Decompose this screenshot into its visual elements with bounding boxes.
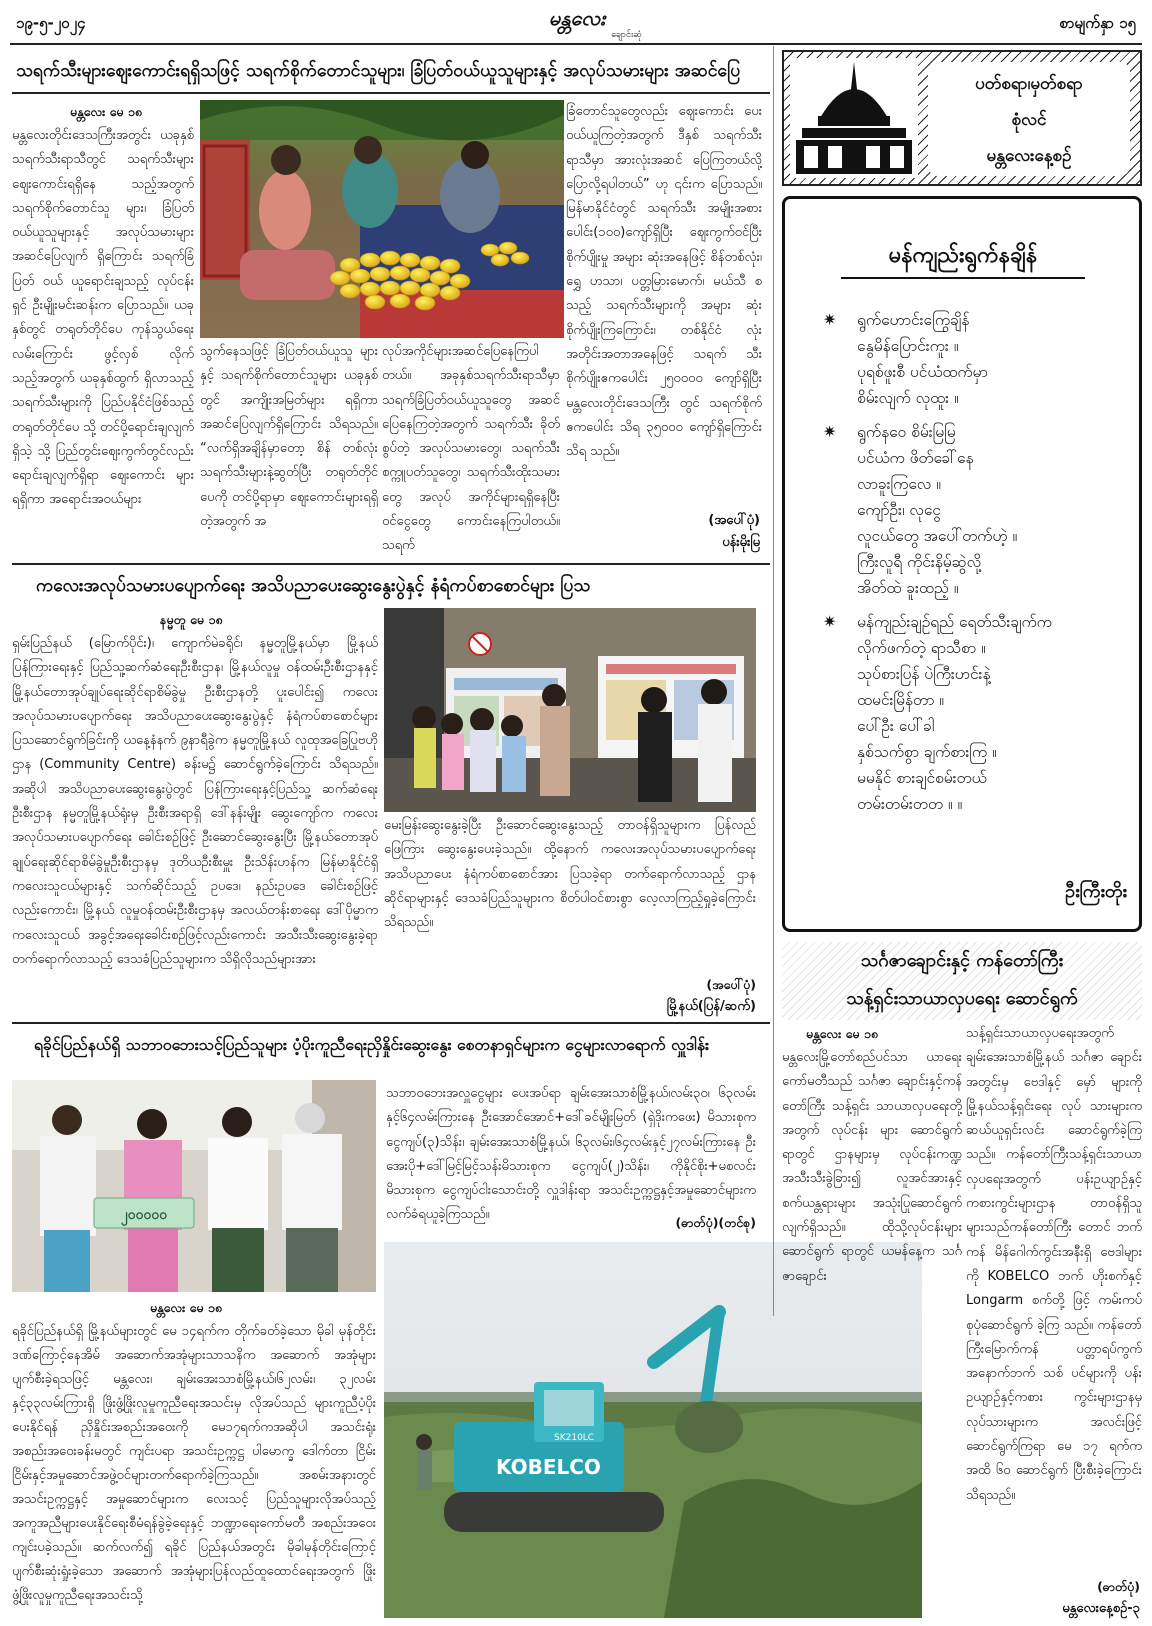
article4-dateline: မန္တလေး မေ ၁၈ xyxy=(806,1026,879,1041)
poem-author: ဦးကြီးတိုး xyxy=(1065,881,1127,902)
excavator-model: SK210LC xyxy=(554,1433,595,1443)
masthead-subtitle: ချောင်းဆုံ xyxy=(611,30,642,40)
promo-text-panel xyxy=(928,62,1130,176)
asterisk-icon: ✷ xyxy=(823,612,837,631)
article3-dateline: မန္တလေး မေ ၁၈ xyxy=(150,1300,223,1315)
poem-line-text: ပင်ယံက ဖိတ်ခေါ်နေ xyxy=(857,449,974,467)
poem-line-text: ရွက်နဝေ စိမ်းမြမြ xyxy=(857,423,956,441)
excavator-brand: KOBELCO xyxy=(496,1455,601,1479)
poem-line xyxy=(857,333,1137,359)
promo-box xyxy=(782,50,1142,186)
article3-headline: ရခိုင်ပြည်နယ်ရှိ သဘာဝဘေးသင့်ပြည်သူများ ပံ့ပိုးကူညီရေးညှိနှိုင်းဆွေးနွေး စေတနာရှင်များက ငွေများလာရောက် လှူဒါန်း xyxy=(34,1035,710,1054)
poem-line xyxy=(823,419,1137,445)
article1-col2: သွက်နေသဖြင့် ခြံပြတ်ဝယ်ယူသူ များနှင့် သရက်စိုက်တောင်သူများ ယခုနှစ်တွင် အကျိုးအမြတ်များ ရရှိကာ အဆင်ပြေလျက်ရှိကြောင်း သိရသည်။ “လက်ရှိအချိန်မှာတော့ စိန် တစ်လုံးသရက်သီးများနဲ့ဆွတ်ပြီး တရုတ်တိုင်ပေကို တင်ပို့ရာမှာ ဈေးကောင်းများရရှိတဲ့အတွက် အ xyxy=(200,344,378,530)
article1-byline: ပန်းမိုးမြ xyxy=(722,535,760,550)
article4-col1: မန္တလေးမြို့တော်စည်ပင်သာ ယာရေးကော်မတီသည် သင်္ဂဇာ ချောင်းနှင့်ကန်တော်ကြီး သန့်ရှင်း သာယာလှပရေးတို့အတွက် လုပ်ငန်း များ ဆောင်ရွက်ရာတွင် ဌာနများမှ လုပ်ငန်းကဏ္ဍအသီးသီးခွဲခြား၍ လူအင်အားနှင့် စက်ယန္တရားများ အသုံးပြုဆောင်ရွက်လျက်ရှိသည်။ ထိုသို့လုပ်ငန်းများ ဆောင်ရွက် ရာတွင် ယမန်နေ့က သင်္ဂဇာချောင်း xyxy=(782,1050,962,1284)
poem-line xyxy=(823,609,1137,635)
donation-photo-svg xyxy=(12,1080,376,1292)
promo-line2: စုံလင် xyxy=(1011,110,1047,130)
poem-line xyxy=(857,385,1137,411)
right-column-divider xyxy=(773,46,774,1316)
poem-line xyxy=(857,635,1137,661)
article2-body: ရှမ်းပြည်နယ် (မြောက်ပိုင်း)၊ ကျောက်မဲခရိုင်၊ နမ္မတူမြို့နယ်မှာ မြို့နယ်ပြန်ကြားရေးနှင့် ပြည်သူ့ဆက်ဆံရေးဦးစီးဌာန၊ မြို့နယ်လူမှု ဝန်ထမ်းဦးစီးဌာနနှင့် မြို့နယ်တောအုပ်ချုပ်ရေးဆိုင်ရာစိမ်ခွဲမှု ဦးစီးဌာနတို့ ပူးပေါင်း၍ ကလေးအလုပ်သမားပပျောက်ရေး အသိပညာပေးဆွေးနွေးပွဲနှင့် နံရံကပ်စာစောင်များ ပြသဆောင်ရွက်ခြင်းကို ယနေ့နံနက် ၉နာရီခွဲက နမ္မတူမြို့နယ် လူထုအခြေပြုဗဟိုဌာန (Community Centre) ခန်းမ၌ ဆောင်ရွက်ခဲ့ကြောင်း သိရသည်။ အဆိုပါ အသိပညာပေးဆွေးနွေးပွဲတွင် ပြန်ကြားရေးနှင့်ပြည်သူ့ ဆက်ဆံရေးဦးစီးဌာန နမ္မတူမြို့နယ်ရုံးမှ ဦးစီးအရာရှိ ဒေါ်နန်းမျိုး ဆွေးကျော်က ကလေးအလုပ်သမားပပျောက်ရေး ခေါင်းစဉ်ဖြင့် ဦးဆောင်ဆွေးနွေးပြီး မြို့နယ်တောအုပ်ချုပ်ရေးဆိုင်ရာစိမ်ခွဲမှုဦးစီးဌာနမှ ဒုတိယဦးစီးမှူး ဦးသိန်းဟန်က မြန်မာနိုင်ငံရှိ ကလေးသူငယ်များနှင့် သက်ဆိုင်သည့် ဥပဒေ၊ နည်းဥပဒေ ခေါင်းစဉ်ဖြင့်လည်းကောင်း၊ မြို့နယ် လူမှုဝန်ထမ်းဦးစီးဌာနမှ အလယ်တန်းစာရေး ဒေါ်ပိုမ္မာက ကလေးသူငယ် အခွင့်အရေးခေါင်းစဉ်ဖြင့်လည်းကောင်း အသီးသီးဆွေးနွေးခဲ့ရာ တက်ရောက်လာသည့် ဒေသခံပြည်သူများက သိရှိလိုသည်များအား xyxy=(12,636,378,967)
cheque-amount: ၂၀၀၀၀၀ xyxy=(120,1207,168,1223)
article2-bottom-rule xyxy=(12,1022,770,1024)
poem-line xyxy=(857,791,1137,817)
asterisk-icon: ✷ xyxy=(823,310,837,329)
poem-line-text: သုပ်စားပြန် ပဲကြီးဟင်းနဲ့ xyxy=(857,665,991,683)
poem-line xyxy=(857,661,1137,687)
mango-photo-svg xyxy=(200,100,564,338)
poem-line-text: တမ်းတမ်းတတ ။ ။ xyxy=(857,795,963,813)
poem-line-text: နွေမိန်ပြောင်းကူး ။ xyxy=(857,337,959,355)
pagoda-icon xyxy=(790,58,918,178)
page-number: စာမျက်နှာ ၁၅ xyxy=(1059,14,1136,32)
poem-line-text: နှစ်သက်စွာ ချက်စားကြ ။ xyxy=(857,743,997,761)
poem-line xyxy=(857,497,1137,523)
poem-line-text: စိမ်းလျက် လုထူး ။ xyxy=(857,389,959,407)
article1-col3: လုပ်အကိုင်များအဆင်ပြေနေကြပါ တယ်။ အခုနှစ်သရက်သီးရာသီမှာ သရက်ခြံပြတ်ဝယ်ယူသူတွေ အဆင် ပြေနေကြတဲ့အတွက် သရက်သီး ခိုတ်စွပ်တဲ့ အလုပ်သမားတွေ၊ သရက်သီး စက္ကူပတ်သူတွေ၊ သရက်သီးထိုးသမားတွေ အလုပ် အကိုင်များရရှိနေပြီး ဝင်ငွေတွေ ကောင်းနေကြပါတယ်။ သရက် xyxy=(382,344,560,554)
poem-line-text: လူငယ်တွေ အပေါ်တက်ဟဲ့ ။ xyxy=(857,527,1018,545)
article1-headline: သရက်သီးများဈေးကောင်းရရှိသဖြင့် သရက်စိုက်တောင်သူများ၊ ခြံပြတ်ဝယ်ယူသူများနှင့် အလုပ်သမားများ အဆင်ပြေ xyxy=(16,61,741,81)
excavator-photo xyxy=(384,1242,922,1618)
asterisk-icon: ✷ xyxy=(823,422,837,441)
poem-line xyxy=(857,549,1137,575)
article1-headline-rule xyxy=(12,92,770,94)
article1-col4: ခြံတောင်သူတွေလည်း ဈေးကောင်း ပေးဝယ်ယူကြတဲ့အတွက် ဒီနှစ် သရက်သီးရာသီမှာ အားလုံးအဆင် ပြေကြတယ်လို့ ပြောလို့ရပါတယ်” ဟု ၎င်းက ပြောသည်။ မြန်မာနိုင်ငံတွင် သရက်သီး အမျိုးအစားပေါင်း(၁၀၀)ကျော်ရှိပြီး ဈေးကွက်ဝင်ပြီး စိုက်ပျိုးမှု အများ ဆုံးအနေဖြင့် စိန်တစ်လုံး၊ ရွှေ ဟသာ၊ ပတ္တမြားမောက်၊ မယ်သီ စသည့် သရက်သီးများကို အများ ဆုံးစိုက်ပျိုးကြကြောင်း၊ တစ်နိုင်ငံ လုံးအတိုင်းအတာအနေဖြင့် သရက် သီး စိုက်ပျိုးဧကပေါင်း ၂၅၀၀၀၀ ကျော်ရှိပြီး မန္တလေးတိုင်းဒေသကြီး တွင် သရက်စိုက် ဧကပေါင်း သိရ ၃၅၀၀၀ ကျော်ရှိကြောင်း သိရ သည်။ xyxy=(566,104,762,460)
article4-headline-line2: သန့်ရှင်းသာယာလှပရေး ဆောင်ရွက် xyxy=(846,988,1078,1009)
poem-line xyxy=(823,307,1137,333)
poem-line xyxy=(857,359,1137,385)
article4-byline: မန္တလေးနေ့စဉ်-၃ xyxy=(1062,1601,1140,1616)
excavator-photo-svg xyxy=(384,1242,922,1618)
masthead-title: မန္တလေး xyxy=(548,6,606,30)
article3-credit: (ဓာတ်ပုံ)(တင်စု) xyxy=(675,1215,756,1230)
article2-credit: (အပေါ်ပုံ) xyxy=(706,977,756,992)
masthead xyxy=(512,6,642,40)
donation-photo xyxy=(12,1080,376,1292)
issue-date: ၁၉-၅-၂၀၂၄ xyxy=(16,14,86,32)
article2-headline: ကလေးအလုပ်သမားပပျောက်ရေး အသိပညာပေးဆွေးနွေးပွဲနှင့် နံရံကပ်စာစောင်များ ပြသ xyxy=(36,576,591,596)
poem-line xyxy=(857,523,1137,549)
poem-line xyxy=(857,739,1137,765)
poem-line-text: လာခူးကြလေ ။ xyxy=(857,475,941,493)
article2-body2: မေးမြန်းဆွေးနွေးခဲ့ပြီး ဦးဆောင်ဆွေးနွေးသည့် တာဝန်ရှိသူများက ပြန်လည်ဖြေကြား ဆွေးနွေးပေးခဲ့သည်။ ထို့နောက် ကလေးအလုပ်သမားပပျောက်ရေး အသိပညာပေး နံရံကပ်စာစောင်အား ပြသခဲ့ရာ တက်ရောက်လာသည့် ဌာနဆိုင်ရာများနှင့် ဒေသခံပြည်သူများက စိတ်ပါဝင်စားစွာ လေ့လာကြည့်ရှုခဲ့ကြောင်း သိရသည်။ xyxy=(384,818,756,931)
poem-line xyxy=(857,445,1137,471)
article4-headline-box xyxy=(782,942,1142,1020)
article1-credit: (အပေါ်ပုံ) xyxy=(708,513,760,528)
wall-newspaper-photo xyxy=(384,608,756,812)
poem-line-text: ရွက်ဟောင်းကြွေချိန် xyxy=(857,311,970,329)
poem-line-text: မန်ကျည်းချဉ်ရည် ရေတ်သီးချက်က xyxy=(857,613,1052,631)
article1-col1: မန္တလေးတိုင်းဒေသကြီးအတွင်း ယခုနှစ် သရက်သီးရာသီတွင် သရက်သီးများဈေးကောင်းရရှိနေ သည့်အတွက် သရက်စိုက်တောင်သူ များ၊ ခြံပြတ်ဝယ်ယူသူများနှင့် အလုပ်သမားများ အဆင်ပြေလျက် ရှိကြောင်း သရက်ခြံပြတ် ဝယ် ယူရောင်းချသည့် လုပ်ငန်းရှင် ဦးမျိုးမင်းဆန်းက ပြောသည်။ ယခုနှစ်တွင် တရုတ်တိုင်ပေ ကုန်သွယ်ရေးလမ်းကြောင်း ဖွင့်လှစ် လိုက်သည့်အတွက် ယခုနှစ်ထွက် ရှိလာသည့် သရက်သီးများကို ပြည်ပနိုင်ငံဖြစ်သည့် တရုတ်တိုင်ပေ သို့ တင်ပို့ရောင်းချလျက်ရှိသဲ့ သို့ ပြည်တွင်းဈေးကွက်တွင်လည်း ရောင်းချလျက်ရှိရာ ဈေးကောင်း များရရှိကာ အရောင်းအဝယ်များ xyxy=(12,128,194,508)
header-rule xyxy=(10,43,1142,45)
poem-line-text: ကြီးလူရီ ကိုင်းနိမ့်ဆွဲလို့ xyxy=(857,553,982,571)
poem-line xyxy=(857,575,1137,601)
mango-market-photo xyxy=(200,100,564,338)
poem-lines xyxy=(823,307,1137,817)
promo-line1: ပတ်စရာ၊မှတ်စရာ xyxy=(975,74,1083,94)
article1-dateline: မန္တလေး မေ ၁၈ xyxy=(70,104,143,119)
poem-line-text: အိတ်ထဲ ခူးထည့် ။ xyxy=(857,579,959,597)
poem-line-text: ထမင်းမြိန်တာ ။ xyxy=(857,691,944,709)
poem-line xyxy=(857,471,1137,497)
wall-photo-svg xyxy=(384,608,756,812)
article4-credit: (ဓာတ်ပုံ) xyxy=(1097,1579,1140,1594)
poem-line-text: ပေါ်ဦး ပေါ်ခါ xyxy=(857,717,935,735)
poem-line-text: ကျော်ဦး၊ လုငွေ xyxy=(857,501,941,519)
article4-headline-line1: သင်္ဂဇာချောင်းနှင့် ကန်တော်ကြီး xyxy=(860,950,1064,971)
promo-line3: မန္တလေးနေ့စဉ် xyxy=(986,146,1072,166)
article2-dateline: နမ္မတူ မေ ၁၈ xyxy=(160,612,223,627)
promo-pagoda-emblem xyxy=(790,58,918,178)
poem-box xyxy=(782,196,1142,932)
article1-bottom-rule xyxy=(12,563,770,565)
article2-byline: မြို့နယ်(ပြန်/ဆက်) xyxy=(666,999,756,1014)
poem-title: မန်ကျည်းရွက်နချိန် xyxy=(841,239,1085,279)
article4-col2: သန့်ရှင်းသာယာလှပရေးအတွက် ချမ်းအေးသာစံမြို့နယ် သင်္ဂဇာ ချောင်းအတွင်းမှ ဗေဒါနှင့် မှော် များကို မြို့နယ်သန့်ရှင်းရေး လုပ် သားများက ဆယ်ယူရှင်းလင်း ဆောင်ရွက်ခဲ့ကြသည်။ ကန်တော်ကြီးသန့်ရှင်းသာယာ လှပရေးအတွက် ပန်းဥယျာဉ်နှင့် ကစားကွင်းများဌာန တာဝန်ရှိသူ များသည်ကန်တော်ကြီး တောင် ဘက်ကန် မိန်ဂေါက်ကွင်းအနီးရှိ ဗေဒါများကို KOBELCO ဘက် ဟိုးစက်နှင့် Longarm စက်တို့ ဖြင့် ကမ်းကပ်စုပုံဆောင်ရွက် ခဲ့ကြ သည်။ ကန်တော်ကြီးမြောက်ကန် ပတ္တာရပ်ကွက်အနောက်ဘက် သစ် ပင်များကို ပန်းဥယျာဉ်နှင့်ကစား ကွင်းများဌာနမှ လုပ်သားများက အလင်းဖြင့် ဆောင်ရွက်ကြရာ မေ ၁၇ ရက်က အထိ ၆၀ ဆောင်ရွက် ပြီးစီးခဲ့ကြောင်း သိရသည်။ xyxy=(966,1026,1142,1503)
article3-body-right: သဘာဝဘေးအလှူငွေများ ပေးအပ်ရာ ချမ်းအေးသာစံမြို့နယ်၊လမ်း၃၀၊ ၆၃လမ်းနှင့်၆၄လမ်းကြားနေ ဦးအောင်အောင်+ဒေါ်ခင်မျိုးမြတ် (ရှဲဒိုးကဖေး) မိသားစုက ငွေကျပ်(၃)သိန်း၊ ချမ်းအေးသာစံမြို့နယ်၊ ၆၃လမ်း၊၆၄လမ်းနှင့်၂၇လမ်းကြားနေ ဦးအေးပို+ဒေါ်မြင့်မြင့်သန်းမိသားစုက ငွေကျပ်(၂)သိန်း၊ ကိုနိုင်စိုး+မစလင်းမိသားစုက ငွေကျပ်ငါးသောင်းတို့ လှူဒါန်းရာ အသင်းဥက္ကဋ္ဌနှင့်အမှုဆောင်များက လက်ခံရယူခဲ့ကြသည်။ xyxy=(386,1086,756,1223)
poem-line-text: လိုက်ဖက်တဲ့ ရာသီစာ ။ xyxy=(857,639,986,657)
page-header xyxy=(0,0,1152,44)
poem-line-text: ပုရစ်ဖူးစီ ပင်ယံထက်မှာ xyxy=(857,363,988,381)
poem-line-text: မမနိုင် စားချင်စမ်းတယ် xyxy=(857,769,987,787)
article3-body-left: ရခိုင်ပြည်နယ်ရှိ မြို့နယ်များတွင် မေ ၁၄ရက်က တိုက်ခတ်ခဲ့သော မိုခါ မုန်တိုင်းဒဏ်ကြောင့်နေအိမ် အဆောက်အအုံများသာသနိက အဆောက် အအုံများ ပျက်စီးခဲ့ရသဖြင့် မန္တလေး၊ ချမ်းအေးသာစံမြို့နယ်၊၆၂လမ်း၊ ၃၂လမ်းနှင့်၃၃လမ်းကြားရှိ ဖြိုးဖွံ့ဖြိုးလူမှုကူညီရေးအသင်းမှ လိုအပ်သည် များကူညီပံ့ပိုးပေးနိုင်ရန် ညှိနှိုင်းအစည်းအဝေးကို မေ၁၇ရက်ကအဆိုပါ အသင်းရုံး အစည်းအဝေးခန်းမတွင် ကျင်းပရာ အသင်းဥက္ကဋ္ဌ ပါမောက္ခ ဒေါက်တာ ငြိမ်းငြိမ်းနှင့်အမှုဆောင်အဖွဲ့ဝင်များတက်ရောက်ခဲ့ကြသည်။ အစမ်းအနားတွင် အသင်းဥက္ကဋ္ဌနှင့် အမှုဆောင်များက လေးသင့် ပြည်သူများလိုအပ်သည့် အကူအညီများပေးနိုင်ရေးစီမံရန်ခွဲခဲ့ရေးနှင့် ဘဏ္ဍာရေးကော်မတီ အစည်းအဝေးကျင်းပခဲ့သည်။ ဆက်လက်၍ ရခိုင် ပြည်နယ်အတွင်း မိုခါမုန်တိုင်းကြောင့် ပျက်စီးဆုံးရှုံးခဲ့သော အဆောက် အအုံများပြန်လည်ထူထောင်ရေးအတွက် ဖြိုးဖွံ့ဖြိုးလူမှုကူညီရေးအသင်းသို့ xyxy=(12,1324,376,1603)
poem-line xyxy=(857,687,1137,713)
poem-line xyxy=(857,713,1137,739)
poem-line xyxy=(857,765,1137,791)
